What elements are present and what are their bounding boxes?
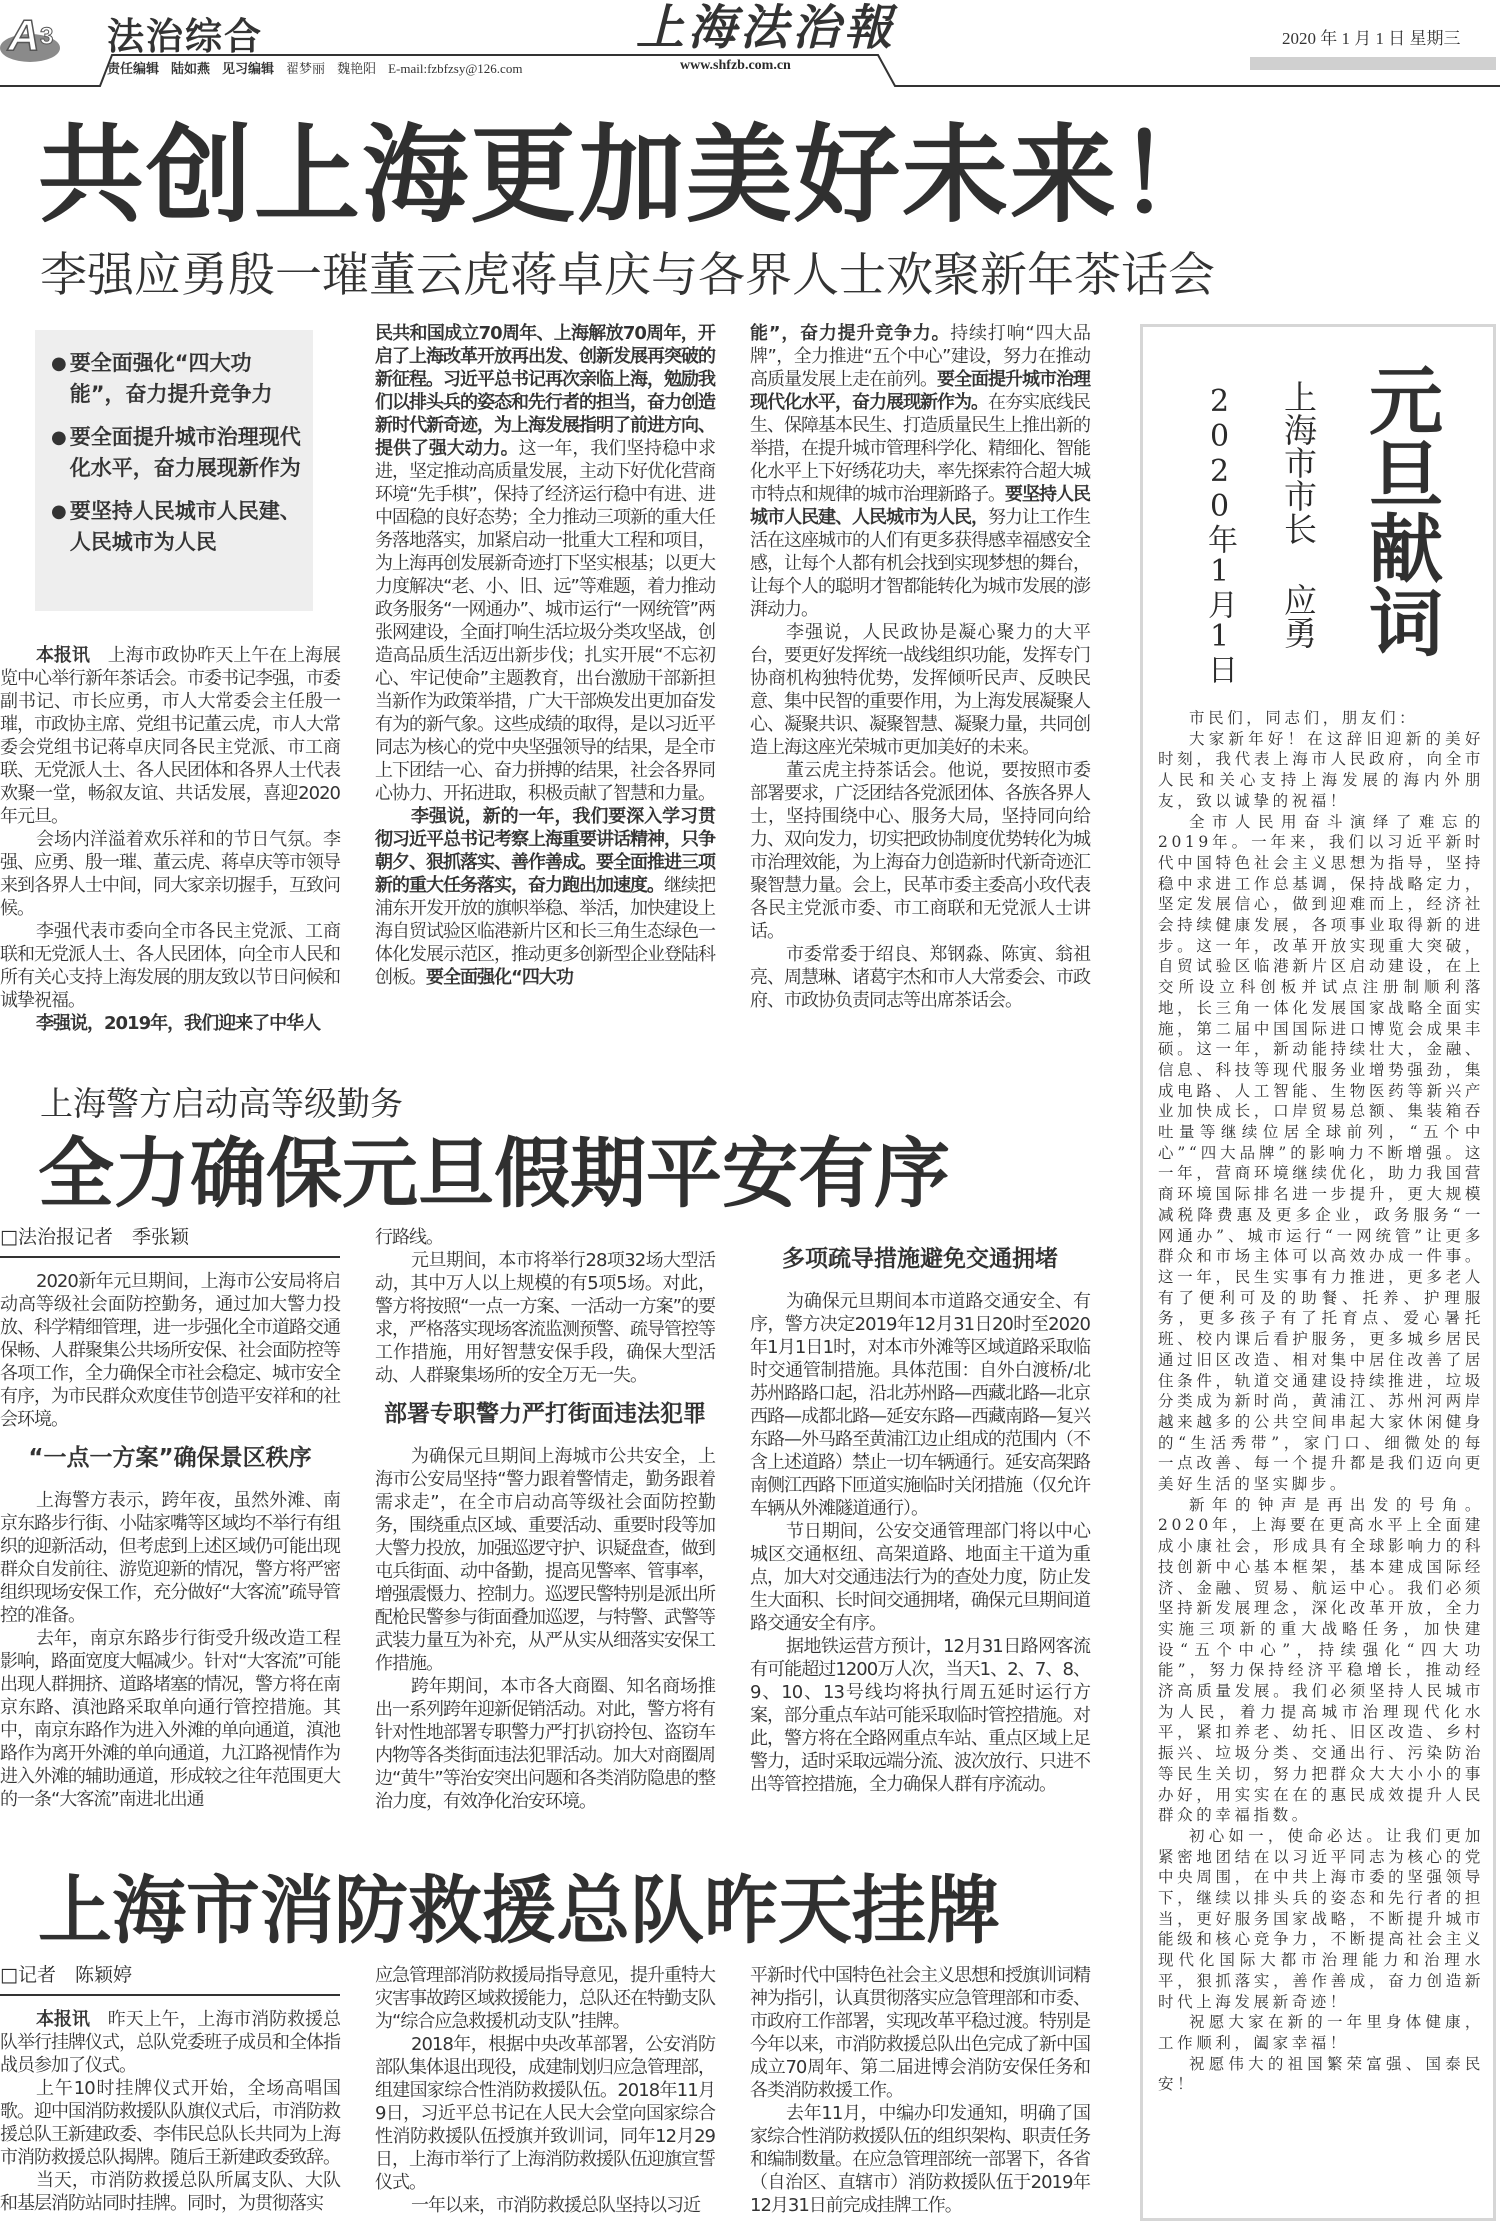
paragraph: [750, 1964, 1090, 2102]
article3-column-3: [750, 1964, 1090, 2217]
paragraph: [750, 621, 1090, 759]
paragraph: [375, 1226, 715, 1249]
svg-text:3: 3: [40, 23, 54, 50]
paragraph: 全市人民用奋斗演绎了难忘的2019年。一年来，我们以习近平新时代中国特色社会主义思想为指导，坚持稳中求进工作总基调，保持战略定力，坚定发展信心，做到迎难而上，经济社会持续健康发展，各项事业取得新的进步。这一年，改革开放实现重大突破，自贸试验区临港新片区启动建设，在上交所设立科创板并试点注册制顺利落地，长三角一体化发展国家战略全面实施，第二届中国国际进口博览会成果丰硕。这一年，新动能持续壮大，金融、信息、科技等现代服务业增势强劲，集成电路、人工智能、生物医药等新兴产业加快成长，口岸贸易总额、集装箱吞吐量等继续位居全球前列，“五个中心”“四大品牌”的影响力不断增强。这一年，营商环境继续优化，助力我国营商环境国际排名进一步提升，更大规模减税降费惠及更多企业，政务服务“一网通办”、城市运行“一网统管”让更多群众和市场主体可以高效办成一件事。这一年，民生实事有力推进，更多老人有了便利可及的助餐、托养、护理服务，更多孩子有了托育点、爱心暑托班、校内课后看护服务，更多城乡居民通过旧区改造、相对集中居住改善了居住条件，轨道交通建设持续推进，垃圾分类成为新时尚，黄浦江、苏州河两岸越来越多的公共空间串起大家休闲健身的“生活秀带”，家门口、细微处的每一点改善、每一个提升都是我们迈向更美好生活的坚实脚步。: [1158, 812, 1484, 1494]
text: 2018年，根据中央改革部署，公安消防部队集体退出现役，成建制划归应急管理部，组建国家综合性消防救援队伍。2018年11月9日，习近平总书记在人民大会堂向国家综合性消防救援队伍授旗并致训词，同年12月29日，上海市举行了上海消防救援队伍迎旗宣誓仪式。: [375, 2034, 715, 2193]
article1-column-1: [0, 644, 340, 1035]
author-title: [1278, 380, 1318, 553]
article3-headline: 上海市消防救援总队昨天挂牌: [38, 1868, 1000, 1954]
article1-column-3: [750, 322, 1090, 1012]
article3-byline: □记者 陈颖婷: [0, 1962, 340, 1996]
summary-text: 要坚持人民城市人民建、人民城市为人民: [69, 499, 301, 554]
article3-column-2: [375, 1964, 715, 2217]
editors-line: [107, 58, 534, 77]
bold-text: 能”，奋力提升竞争力。: [750, 323, 951, 344]
paragraph: [0, 828, 340, 920]
page-badge-letter: A: [8, 11, 40, 60]
text: 当天，市消防救援总队所属支队、大队和基层消防站同时挂牌。同时，为贯彻落实: [0, 2170, 340, 2214]
bold-text: 本报讯: [36, 645, 90, 666]
bold-text: 民共和国成立70周年、上海解放70周年，开启了上海改革开放再出发、创新发展再突破的新征程。习近平总书记再次亲临上海，勉励我们以排头兵的姿态和先行者的担当，奋力创造新时代新奇迹，为上海发展指明了前进方向、提供了强大动力。: [375, 323, 715, 459]
article1-summary-box: [35, 330, 313, 611]
paragraph: 大家新年好！在这辞旧迎新的美好时刻，我代表上海市人民政府，向全市人民和关心支持上海发展的海内外朋友，致以诚挚的祝福！: [1158, 729, 1484, 810]
summary-text: 要全面提升城市治理现代化水平，奋力展现新作为: [69, 425, 301, 480]
bold-text: 李强说，2019年，我们迎来了中华人: [36, 1013, 321, 1034]
paragraph: [375, 2194, 715, 2217]
article1-subheadline: 李强应勇殷一璀董云虎蒋卓庆与各界人士欢聚新年茶话会: [40, 248, 1215, 303]
text: 一年以来，市消防救援总队坚持以习近: [411, 2195, 700, 2216]
article3-column-1: [0, 2008, 340, 2215]
address-body: [1158, 708, 1484, 2095]
vertical-text: 上海市市长: [1279, 380, 1318, 545]
text: 部署专职警力严打街面违法犯罪: [384, 1401, 706, 1427]
paragraph: 市民们，同志们，朋友们：: [1189, 709, 1419, 727]
assistant-editor-label: 见习编辑: [222, 61, 275, 76]
text: 李强代表市委向全市各民主党派、工商联和无党派人士、各人民团体，向全市人民和所有关心支持上海发展的朋友致以节日问候和诚挚祝福。: [0, 921, 340, 1011]
summary-item: [51, 422, 301, 484]
text: 多项疏导措施避免交通拥堵: [782, 1246, 1058, 1272]
website-link[interactable]: www.shfzb.com.cn: [680, 58, 791, 73]
bullet-icon: ●: [51, 353, 67, 374]
editor-name: 陆如燕: [171, 61, 211, 76]
paragraph: [750, 1635, 1090, 1796]
text: 这一年，我们坚持稳中求进，坚定推动高质量发展，主动下好优化营商环境“先手棋”，保持了经济运行稳中有进、进中固稳的良好态势；全力推动三项新的重大任务落地落实，加紧启动一批重大工程和项目，为上海再创发展新奇迹打下坚实根基；以更大力度解决“老、小、旧、远”等难题，着力推动政务服务“一网通办”、城市运行“一网统管”两张网建设，全面打响生活垃圾分类攻坚战，创造高品质生活迈出新步伐；扎实开展“不忘初心、牢记使命”主题教育，出台激励干部新担当新作为政策举措，广大干部焕发出更加奋发有为的新气象。这些成绩的取得，是以习近平同志为核心的党中央坚强领导的结果，是全市上下团结一心、奋力拼搏的结果，社会各界同心协力、开拓进取，积极贡献了智慧和力量。: [375, 438, 716, 804]
section-subheading: [750, 1244, 1090, 1274]
article2-column-3: [750, 1232, 1090, 1796]
article2-byline: □法治报记者 季张颖: [0, 1224, 340, 1258]
text: 继续把浦东开发开放的旗帜举稳、举活，加快建设上海自贸试验区临港新片区和长三角生态绿色一体化发展示范区，推动更多创新型企业登陆科创板。: [375, 875, 715, 988]
bold-text: 要全面提升城市治理现代化水平，奋力展现新作为。: [750, 369, 1090, 413]
assistant-editor-name: 魏艳阳: [337, 61, 377, 76]
text: 平新时代中国特色社会主义思想和授旗训词精神为指引，认真贯彻落实应急管理部和市委、市政府工作部署，实现改革平稳过渡。特别是今年以来，市消防救援总队出色完成了新中国成立70周年、第二届进博会消防安保任务和各类消防救援工作。: [750, 1965, 1090, 2101]
text: 董云虎主持茶话会。他说，要按照市委部署要求，广泛团结各党派团体、各族各界人士，坚持围绕中心、服务大局，坚持同向给力、双向发力，切实把政协制度优势转化为城市治理效能，为上海奋力创造新时代新奇迹汇聚智慧力量。会上，民革市委主委高小玫代表各民主党派市委、市工商联和无党派人士讲话。: [750, 760, 1090, 942]
text: 上海市政协昨天上午在上海展览中心举行新年茶话会。市委书记李强，市委副书记、市长应勇，市人大常委会主任殷一璀，市政协主席、党组书记董云虎，市人大常委会党组书记蒋卓庆同各民主党派、市工商联、无党派人士、各人民团体和各界人士代表欢聚一堂，畅叙友谊、共话发展，喜迎2020年元旦。: [0, 645, 340, 827]
text: 节日期间，公安交通管理部门将以中心城区交通枢纽、高架道路、地面主干道为重点，加大对交通违法行为的查处力度，防止发生大面积、长时间交通拥堵，确保元旦期间道路交通安全有序。: [750, 1521, 1090, 1634]
paragraph: [0, 644, 340, 828]
text: 上午10时挂牌仪式开始，全场高唱国歌。迎中国消防救援队队旗仪式后，市消防救援总队王新建政委、李伟民总队长共同为上海市消防救援总队揭牌。随后王新建政委致辞。: [0, 2078, 340, 2168]
bold-text: 李强说，新的一年，我们要深入学习贯彻习近平总书记考察上海重要讲话精神，只争朝夕、狠抓落实、善作善成。要全面推进三项新的重大任务落实，奋力跑出加速度。: [375, 806, 715, 896]
paragraph: [0, 1489, 340, 1627]
paragraph: [750, 1520, 1090, 1635]
text: 行路线。: [375, 1227, 443, 1248]
text: 努力让工作生活在这座城市的人们有更多获得感幸福感安全感，让每个人都有机会找到实现梦想的舞台，让每个人的聪明才智都能转化为城市发展的澎湃动力。: [750, 507, 1090, 620]
bold-text: 本报讯: [36, 2009, 90, 2030]
vertical-text: 2020年1月1日: [1202, 384, 1237, 684]
paragraph: [0, 920, 340, 1012]
summary-item: [51, 348, 301, 410]
article1-headline: 共创上海更加美好未来！: [38, 114, 1226, 237]
paragraph: [0, 2008, 340, 2077]
editor-label: 责任编辑: [107, 61, 160, 76]
text: “一点一方案”确保景区秩序: [28, 1445, 312, 1471]
text: 据地铁运营方预计，12月31日路网客流有可能超过1200万人次，当天1、2、7、8、9、10、13号线均将执行周五延时运行方案，部分重点车站可能采取临时管控措施。对此，警方将在全路网重点车站、重点区域上足警力，适时采取远端分流、波次放行、只进不出等管控措施，全力确保人群有序流动。: [750, 1636, 1090, 1795]
paragraph: [0, 2169, 340, 2215]
paragraph: [375, 1445, 715, 1675]
text: 持续打响“四大品牌”，全力推进“五个中心”建设，努力在推动高质量发展上走在前列。: [750, 323, 1090, 390]
paragraph: [750, 2102, 1090, 2217]
text: 在夯实底线民生、保障基本民生、打造质量民生上推出新的举措，在提升城市管理科学化、精细化、智能化水平上下好绣花功夫，率先探索符合超大城市特点和规律的城市治理新路子。: [750, 392, 1090, 505]
article2-headline: 全力确保元旦假期平安有序: [38, 1129, 950, 1218]
section-subheading: [375, 1399, 715, 1429]
assistant-editor-name: 翟梦丽: [286, 61, 326, 76]
text: 去年，南京东路步行街受升级改造工程影响，路面宽度大幅减少。针对“大客流”可能出现人群拥挤、道路堵塞的情况，警方将在南京东路、滇池路采取单向通行管控措施。其中，南京东路作为进入外滩的单向通道，滇池路作为离开外滩的单向通道，九江路视情作为进入外滩的辅助通道，形成较之往年范围更大的一条“大客流”南进北出通: [0, 1628, 340, 1810]
paragraph: [375, 1675, 715, 1813]
vertical-text: 元旦献词: [1357, 362, 1443, 658]
text: 市委常委于绍良、郑钢淼、陈寅、翁祖亮、周慧琳、诸葛宇杰和市人大常委会、市政府、市政协负责同志等出席茶话会。: [750, 944, 1090, 1011]
paragraph: [375, 805, 715, 989]
paragraph: [375, 1249, 715, 1387]
article1-column-2: [375, 322, 715, 989]
text: 跨年期间，本市各大商圈、知名商场推出一系列跨年迎新促销活动。对此，警方将有针对性地部署专职警力严打扒窃拎包、盗窃车内物等各类街面违法犯罪活动。加大对商圈周边“黄牛”等治安突出问题和各类消防隐患的整治力度，有效净化治安环境。: [375, 1676, 715, 1812]
paragraph: [0, 2077, 340, 2169]
summary-item: [51, 496, 301, 558]
text: 应急管理部消防救援局指导意见，提升重特大灾害事故跨区域救援能力，总队还在特勤支队为“综合应急救援机动支队”挂牌。: [375, 1965, 715, 2032]
issue-date: 2020 年 1 月 1 日 星期三: [1282, 29, 1461, 48]
paragraph: [375, 1964, 715, 2033]
paragraph: [0, 1270, 340, 1431]
bold-text: 要全面强化“四大功: [426, 967, 573, 988]
article2-column-2: [375, 1226, 715, 1813]
text: 2020新年元旦期间，上海市公安局将启动高等级社会面防控勤务，通过加大警力投放、科学精细管理，进一步强化全市道路交通保畅、人群聚集公共场所安保、社会面防控等各项工作，全力确保全市社会稳定、城市安全有序，为市民群众欢度佳节创造平安祥和的社会环境。: [0, 1271, 340, 1430]
section-name: 法治综合: [107, 15, 263, 58]
paragraph: [0, 1012, 340, 1035]
text: 去年11月，中编办印发通知，明确了国家综合性消防救援队伍的组织架构、职责任务和编制数量。在应急管理部统一部署下，各省（自治区、直辖市）消防救援队伍于2019年12月31日前完成挂牌工作。: [750, 2103, 1090, 2216]
editor-email[interactable]: E-mail:fzbfzsy@126.com: [388, 61, 523, 76]
paragraph: [750, 759, 1090, 943]
address-title: [1357, 362, 1443, 672]
text: 为确保元旦期间本市道路交通安全、有序，警方决定2019年12月31日20时至2020年1月1日1时，对本市外滩等区域道路采取临时交通管制措施。具体范围：自外白渡桥/北苏州路路口起，沿北苏州路—西藏北路—北京西路—成都北路—延安东路—西藏南路—复兴东路—外马路至黄浦江边止组成的范围内（不含上述道路）禁止一切车辆通行。延安高架路南侧江西路下匝道实施临时关闭措施（仅允许车辆从外滩隧道通行）。: [750, 1291, 1090, 1519]
article2-kicker: 上海警方启动高等级勤务: [40, 1084, 403, 1123]
bullet-icon: ●: [51, 427, 67, 448]
paragraph: [750, 1290, 1090, 1520]
paragraph: [750, 943, 1090, 1012]
text: 上海警方表示，跨年夜，虽然外滩、南京东路步行街、小陆家嘴等区域均不举行有组织的迎新活动，但考虑到上述区域仍可能出现群众自发前往、游览迎新的情况，警方将严密组织现场安保工作，充分做好“大客流”疏导管控的准备。: [0, 1490, 340, 1626]
address-author: [1278, 380, 1318, 657]
bold-text: 要坚持人民城市人民建、人民城市为人民，: [750, 484, 1090, 528]
text: 为确保元旦期间上海城市公共安全，上海市公安局坚持“警力跟着警情走，勤务跟着需求走”，在全市启动高等级社会面防控勤务，围绕重点区域、重要活动、重要时段等加大警力投放，加强巡逻守护、识疑盘查，做到屯兵街面、动中备勤，提高见警率、管事率，增强震慑力、控制力。巡逻民警特别是派出所配枪民警参与街面叠加巡逻，与特警、武警等武装力量互为补充，从严从实从细落实安保工作措施。: [375, 1446, 715, 1674]
text: 会场内洋溢着欢乐祥和的节日气氛。李强、应勇、殷一璀、董云虎、蒋卓庆等市领导来到各界人士中间，同大家亲切握手，互致问候。: [0, 829, 340, 919]
summary-text: 要全面强化“四大功能”，奋力提升竞争力: [69, 351, 273, 406]
paragraph: [750, 322, 1090, 621]
text: 昨天上午，上海市消防救援总队举行挂牌仪式，总队党委班子成员和全体指战员参加了仪式。: [0, 2009, 340, 2076]
masthead-logo: 上海法治報: [636, 0, 897, 56]
text: 元旦期间，本市将举行28项32场大型活动，其中万人以上规模的有5项5场。对此，警方将按照“一点一方案、一活动一方案”的要求，严格落实现场客流监测预警、疏导管控等工作措施，用好智慧安保手段，确保大型活动、人群聚集场所的安全万无一失。: [375, 1250, 715, 1386]
paragraph: 祝愿大家在新的一年里身体健康，工作顺利，阖家幸福！: [1158, 2013, 1484, 2052]
text: 李强说，人民政协是凝心聚力的大平台，要更好发挥统一战线组织功能，发挥专门协商机构独特优势，发挥倾听民声、反映民意、集中民智的重要作用，为上海发展凝聚人心、凝聚共识、凝聚智慧、凝聚力量，共同创造上海这座光荣城市更加美好的未来。: [750, 622, 1090, 758]
article2-column-1: [0, 1270, 340, 1811]
paragraph: [0, 1627, 340, 1811]
paragraph: 新年的钟声是再出发的号角。2020年，上海要在更高水平上全面建成小康社会，形成具有全球影响力的科技创新中心基本框架，基本建成国际经济、金融、贸易、航运中心。我们必须坚持新发展理念，深化改革开放，全力实施三项新的重大战略任务，加快建设“五个中心”，持续强化“四大功能”，努力保持经济平稳增长，推动经济高质量发展。我们必须坚持人民城市为人民，着力提高城市治理现代化水平，紧扣养老、幼托、旧区改造、乡村振兴、垃圾分类、交通出行、污染防治等民生关切，努力把群众大大小小的事办好，用实实在在的惠民成效提升人民群众的幸福指数。: [1158, 1495, 1484, 1825]
vertical-text: 应勇: [1279, 583, 1318, 649]
address-date: [1200, 384, 1238, 692]
paragraph: [375, 2033, 715, 2194]
paragraph: 初心如一，使命必达。让我们更加紧密地团结在以习近平同志为核心的党中央周围，在中共上海市委的坚强领导下，继续以排头兵的姿态和先行者的担当，更好服务国家战略，不断提升城市能级和核心竞争力，不断提高社会主义现代化国际大都市治理能力和治理水平，狠抓落实，善作善成，奋力创造新时代上海发展新奇迹！: [1158, 1826, 1484, 2011]
author-name: [1278, 583, 1318, 657]
paragraph: 祝愿伟大的祖国繁荣富强、国泰民安！: [1158, 2054, 1484, 2094]
bullet-icon: ●: [51, 501, 67, 522]
section-subheading: [0, 1443, 340, 1473]
paragraph: [375, 322, 715, 805]
